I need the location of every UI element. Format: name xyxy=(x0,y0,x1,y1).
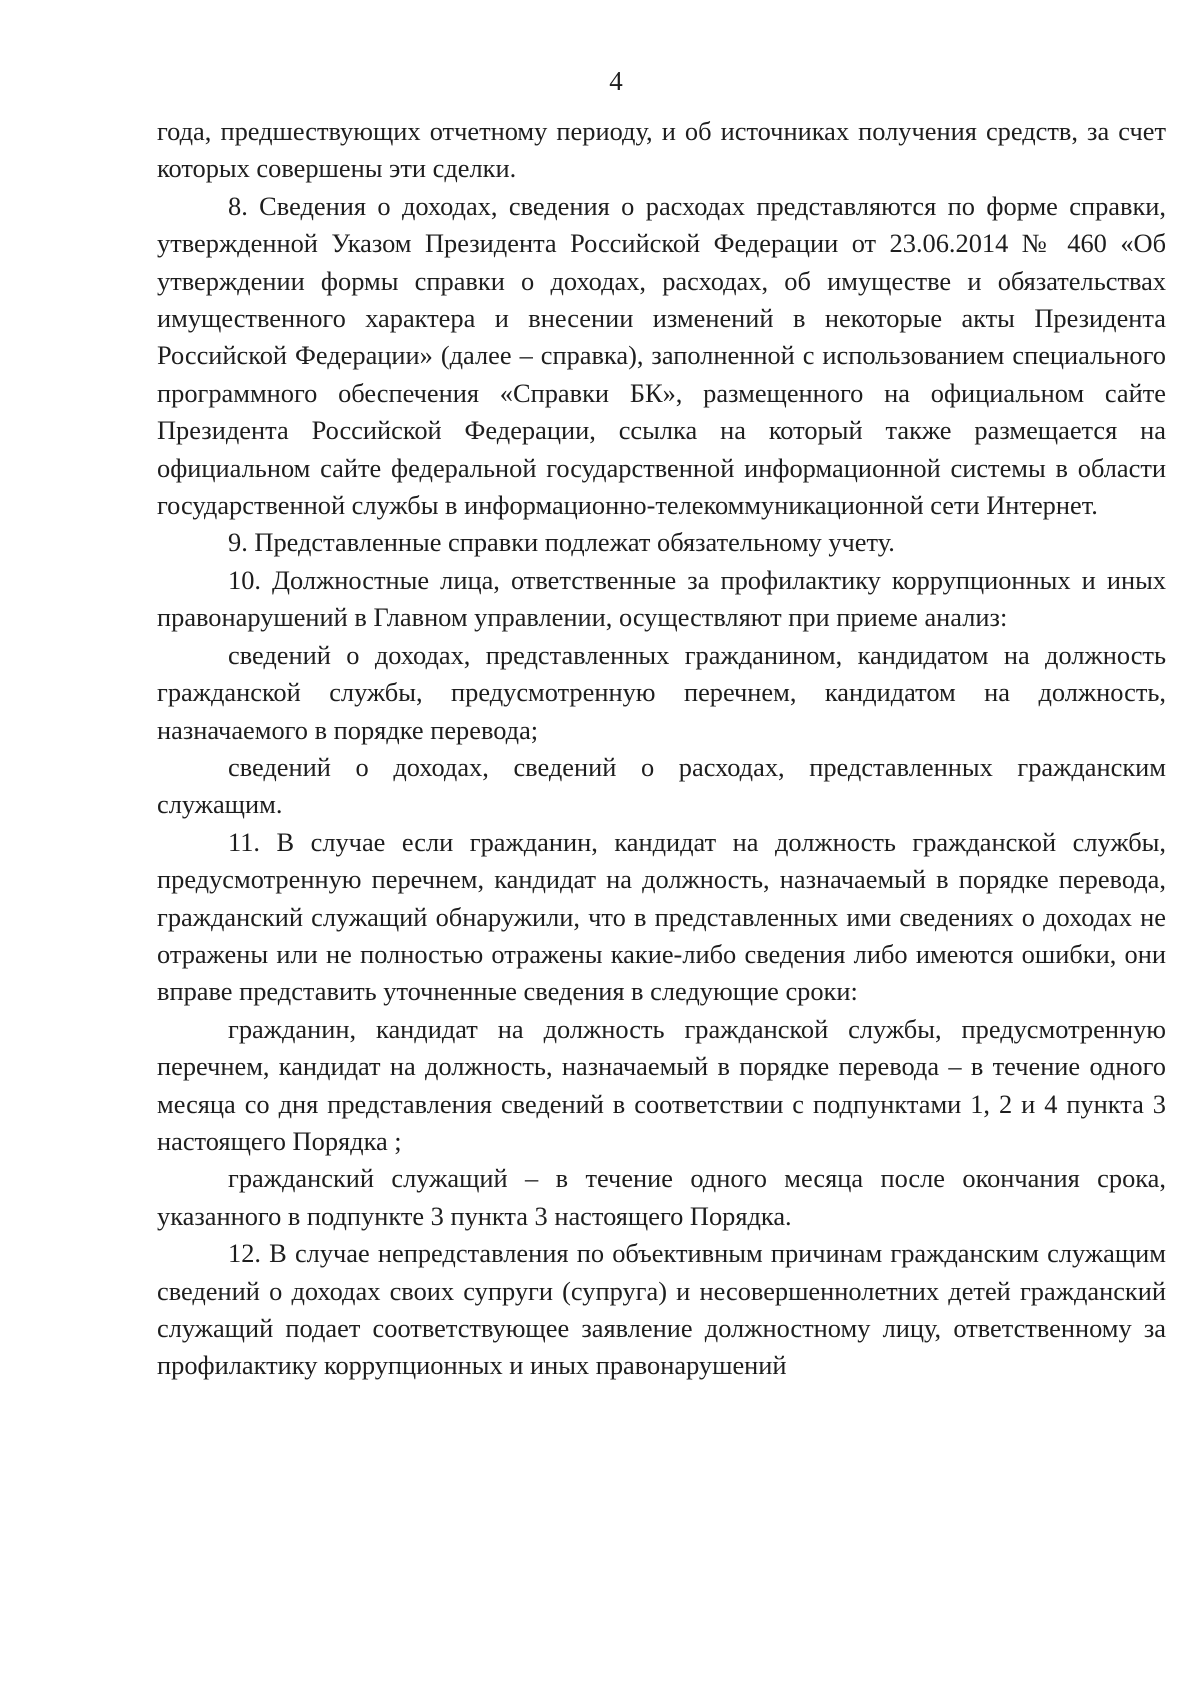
paragraph-item-10: 10. Должностные лица, ответственные за профилактику коррупционных и иных правонарушений в Главном управлении, осуществляют при приеме анализ: xyxy=(157,564,1166,633)
paragraph-item-8: 8. Сведения о доходах, сведения о расходах представляются по форме справки, утвержденной Указом Президента Российской Федерации от 23.06.2014 № 460 «Об утверждении формы справки о доходах, расходах, об имуществе и обязательствах имущественного характера и внесении изменений в некоторые акты Президента Российской Федерации» (далее – справка), заполненной с использованием специального программного обеспечения «Справки БК», размещенного на официальном сайте Президента Российской Федерации, ссылка на который также размещается на официальном сайте федеральной государственной информационной системы в области государственной службы в информационно-телекоммуникационной сети Интернет. xyxy=(157,190,1166,521)
paragraph-item-11: 11. В случае если гражданин, кандидат на должность гражданской службы, предусмотренную перечнем, кандидат на должность, назначаемый в порядке перевода, гражданский служащий обнаружили, что в представленных ими сведениях о доходах не отражены или не полностью отражены какие-либо сведения либо имеются ошибки, они вправе представить уточненные сведения в следующие сроки: xyxy=(157,826,1166,1007)
paragraph-item-12: 12. В случае непредставления по объективным причинам гражданским служащим сведений о доходах своих супруги (супруга) и несовершеннолетних детей гражданский служащий подает соответствующее заявление должностному лицу, ответственному за профилактику коррупционных и иных правонарушений xyxy=(157,1238,1166,1381)
paragraph-item-11-subitem-1: гражданин, кандидат на должность гражданской службы, предусмотренную перечнем, кандидат на должность, назначаемый в порядке перевода – в течение одного месяца со дня представления сведений в соответствии с подпунктами 1, 2 и 4 пункта 3 настоящего Порядка ; xyxy=(157,1013,1166,1156)
paragraph-item-9: 9. Представленные справки подлежат обязательному учету. xyxy=(228,527,895,558)
paragraph-item-10-subitem-1: сведений о доходах, представленных гражданином, кандидатом на должность гражданской службы, предусмотренную перечнем, кандидатом на должность, назначаемого в порядке перевода; xyxy=(157,639,1166,745)
document-body xyxy=(157,113,1166,1385)
paragraph-item-10-subitem-2: сведений о доходах, сведений о расходах, представленных гражданским служащим. xyxy=(157,751,1166,820)
paragraph-continuation: года, предшествующих отчетному периоду, и об источниках получения средств, за счет которых совершены эти сделки. xyxy=(157,116,1166,184)
paragraph-item-11-subitem-2: гражданский служащий – в течение одного месяца после окончания срока, указанного в подпункте 3 пункта 3 настоящего Порядка. xyxy=(157,1163,1166,1231)
page-number: 4 xyxy=(609,66,623,96)
